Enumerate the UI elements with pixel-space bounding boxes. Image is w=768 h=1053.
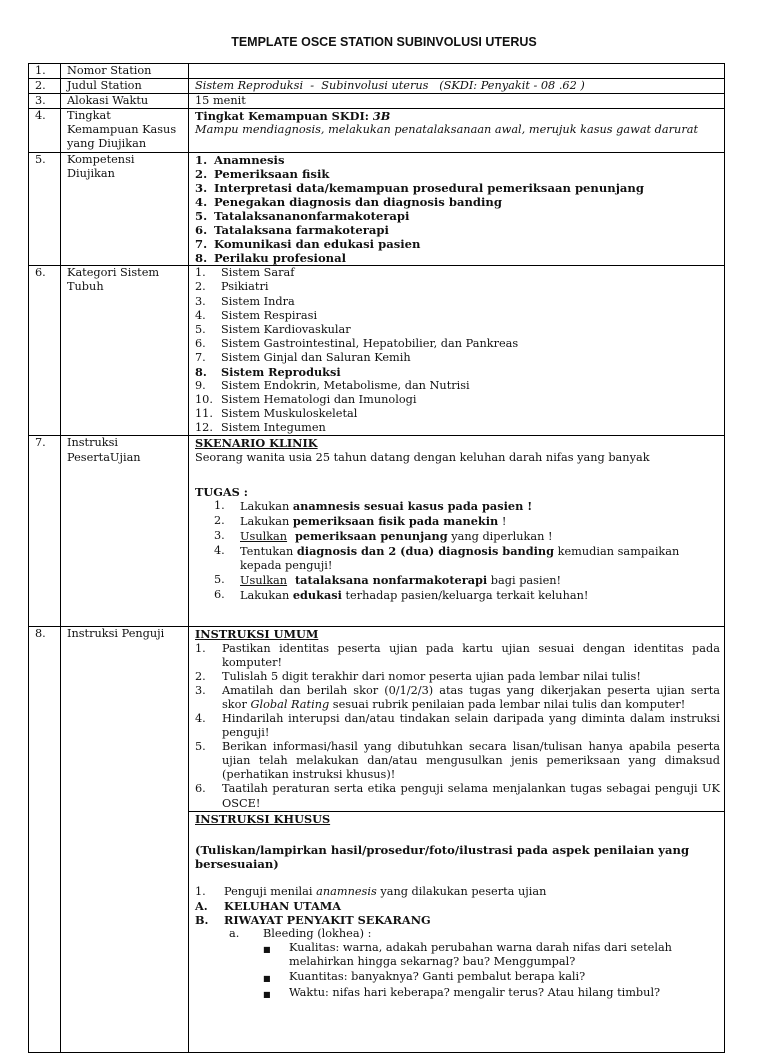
item-text bbox=[240, 573, 720, 588]
list-item bbox=[195, 712, 720, 740]
item-text: Sistem Integumen bbox=[221, 421, 326, 435]
item-text: Sistem Reproduksi bbox=[221, 364, 341, 379]
task-rest: terhadap pasien/keluarga terkait keluhan! bbox=[341, 589, 589, 603]
item-text: Kualitas: warna, adakah perubahan warna darah nifas dari setelah melahirkan hingga sekarnag? bau? Menggumpal? bbox=[289, 941, 672, 969]
item-text: Tatalaksana farmakoterapi bbox=[214, 223, 389, 238]
item-text bbox=[240, 499, 720, 514]
row-number: 5. bbox=[29, 152, 61, 266]
table-row bbox=[29, 79, 725, 94]
item-text bbox=[240, 544, 720, 573]
task-list bbox=[214, 499, 720, 604]
task-focus: pemeriksaan fisik pada manekin bbox=[292, 513, 499, 528]
list-item bbox=[214, 499, 720, 514]
item-number: 1. bbox=[195, 266, 206, 280]
item-number: 5. bbox=[195, 322, 206, 336]
task-verb: Lakukan bbox=[240, 514, 293, 528]
row-label: Kompetensi Diujikan bbox=[61, 152, 189, 266]
item-text bbox=[240, 588, 720, 603]
item-text: Sistem Muskuloskeletal bbox=[221, 407, 358, 421]
list-item: A. KELUHAN UTAMA bbox=[195, 899, 341, 914]
item-text: Sistem Hematologi dan Imunologi bbox=[221, 393, 417, 407]
item-text: Psikiatri bbox=[221, 280, 269, 294]
item-number: 8. bbox=[195, 364, 207, 379]
list-item bbox=[195, 323, 720, 337]
task-focus: pemeriksaan penunjang bbox=[287, 528, 448, 543]
task-header: TUGAS : bbox=[195, 484, 248, 499]
row-value bbox=[189, 109, 725, 152]
item-number: 10. bbox=[195, 393, 213, 407]
row-number: 4. bbox=[29, 109, 61, 152]
row-label: Instruksi PesertaUjian bbox=[61, 436, 189, 627]
list-item: 1. Penguji menilai anamnesis yang dilakukan peserta ujian bbox=[195, 884, 547, 898]
list-item: a. Bleeding (lokhea) : bbox=[229, 927, 372, 941]
task-focus: anamnesis sesuai kasus pada pasien ! bbox=[292, 498, 533, 513]
text-part: sesuai rubrik penilaian pada lembar nilai tulis dan komputer! bbox=[329, 697, 686, 711]
item-number: 3. bbox=[214, 528, 225, 542]
list-item bbox=[195, 393, 720, 407]
item-number: 5. bbox=[214, 573, 225, 587]
item-number: 2. bbox=[195, 166, 208, 181]
row-value: Sistem Reproduksi - Subinvolusi uterus (SKDI: Penyakit - 08 .62 ) bbox=[189, 79, 725, 94]
table-row bbox=[29, 436, 725, 627]
item-text: Waktu: nifas hari keberapa? mengalir terus? Atau hilang timbul? bbox=[289, 985, 661, 999]
task-focus: diagnosis dan 2 (dua) diagnosis banding bbox=[296, 544, 555, 558]
list-item bbox=[195, 153, 720, 167]
item-text: Komunikasi dan edukasi pasien bbox=[214, 237, 421, 252]
item-text: Taatilah peraturan serta etika penguji selama menjalankan tugas sebagai penguji UK OSCE! bbox=[222, 782, 720, 810]
task-rest: yang diperlukan ! bbox=[447, 529, 553, 543]
item-text: Sistem Respirasi bbox=[221, 308, 318, 322]
scenario-text: Seorang wanita usia 25 tahun datang dengan keluhan darah nifas yang banyak bbox=[195, 450, 650, 464]
item-text: Sistem Ginjal dan Saluran Kemih bbox=[221, 350, 411, 364]
task-rest: kemudian sampaikan kepada penguji! bbox=[240, 545, 680, 573]
row-value: 15 menit bbox=[189, 94, 725, 109]
item-text: Tatalaksananonfarmakoterapi bbox=[214, 208, 410, 223]
bullet-square-icon: ■ bbox=[263, 989, 271, 999]
list-item bbox=[214, 529, 720, 544]
item-number: 8. bbox=[195, 251, 208, 266]
item-text: Sistem Kardiovaskular bbox=[221, 322, 351, 336]
table-row bbox=[29, 152, 725, 266]
task-verb: Usulkan bbox=[240, 574, 288, 588]
list-item bbox=[214, 544, 720, 573]
row-value bbox=[189, 64, 725, 79]
item-number: 4. bbox=[195, 194, 208, 209]
item-text: Berikan informasi/hasil yang dibutuhkan secara lisan/tulisan hanya apabila peserta ujian telah melakukan dan/atau mengusulkan jenis pemeriksaan yang dimaksud (perhatikan instruksi khusus)! bbox=[222, 740, 720, 782]
list-item bbox=[195, 251, 720, 265]
item-number: 4. bbox=[195, 308, 206, 322]
list-item bbox=[195, 167, 720, 181]
general-instruction-list bbox=[195, 642, 720, 811]
row-label: Judul Station bbox=[61, 79, 189, 94]
table-row bbox=[29, 109, 725, 152]
item-text: Sistem Saraf bbox=[221, 266, 295, 280]
item-number: 4. bbox=[214, 544, 225, 557]
row-value bbox=[189, 436, 725, 627]
list-item bbox=[195, 782, 720, 810]
skdi-description: Mampu mendiagnosis, melakukan penatalaksanaan awal, merujuk kasus gawat darurat bbox=[195, 123, 699, 137]
task-rest: ! bbox=[498, 514, 507, 528]
list-item bbox=[195, 365, 720, 379]
list-item bbox=[195, 670, 720, 684]
item-text: Penegakan diagnosis dan diagnosis banding bbox=[214, 194, 502, 209]
item-number: 1. bbox=[195, 152, 208, 167]
row-number: 1. bbox=[29, 64, 61, 79]
task-focus: edukasi bbox=[292, 588, 342, 603]
body-system-list bbox=[195, 266, 720, 435]
item-number: 5. bbox=[195, 740, 206, 754]
skdi-level-value: 3B bbox=[372, 109, 391, 124]
item-number: 7. bbox=[195, 237, 208, 252]
row-label: Nomor Station bbox=[61, 64, 189, 79]
item-text: Tulislah 5 digit terakhir dari nomor peserta ujian pada lembar nilai tulis! bbox=[222, 669, 641, 683]
special-instructions bbox=[189, 811, 725, 1052]
list-item bbox=[195, 181, 720, 195]
list-item bbox=[195, 237, 720, 251]
row-value bbox=[189, 266, 725, 436]
item-number: 3. bbox=[195, 180, 208, 195]
row-number: 3. bbox=[29, 94, 61, 109]
special-note: (Tuliskan/lampirkan hasil/prosedur/foto/ilustrasi pada aspek penilaian yang bersesuaian) bbox=[195, 842, 690, 871]
item-number: 3. bbox=[195, 294, 206, 308]
item-text: Perilaku profesional bbox=[214, 251, 347, 266]
row-label: Tingkat Kemampuan Kasus yang Diujikan bbox=[61, 109, 189, 152]
list-item bbox=[195, 266, 720, 280]
item-number: 9. bbox=[195, 379, 206, 393]
list-item bbox=[195, 209, 720, 223]
text-part: Amatilah dan berilah skor (0/1/2/3) atas tugas yang dikerjakan peserta ujian serta skor bbox=[222, 683, 720, 711]
text-italic: Global Rating bbox=[250, 697, 330, 711]
skdi-level-label: Tingkat Kemampuan SKDI: bbox=[195, 109, 373, 124]
osce-table bbox=[28, 63, 725, 1053]
item-text: Interpretasi data/kemampuan prosedural pemeriksaan penunjang bbox=[214, 180, 644, 195]
item-text: Hindarilah interupsi dan/atau tindakan selain daripada yang diminta dalam instruksi penguji! bbox=[222, 712, 720, 740]
list-item bbox=[263, 941, 720, 969]
list-item bbox=[263, 970, 720, 986]
item-number: 7. bbox=[195, 350, 206, 364]
list-item bbox=[195, 740, 720, 782]
list-item bbox=[195, 684, 720, 712]
list-item bbox=[214, 514, 720, 529]
item-text: Anamnesis bbox=[214, 152, 285, 167]
item-text: Sistem Indra bbox=[221, 294, 295, 308]
item-number: 11. bbox=[195, 407, 213, 421]
list-item bbox=[195, 280, 720, 294]
list-item bbox=[195, 379, 720, 393]
document-title: TEMPLATE OSCE STATION SUBINVOLUSI UTERUS bbox=[231, 35, 537, 49]
item-number: 1. bbox=[195, 641, 206, 655]
item-number: 1. bbox=[214, 498, 225, 512]
row-number: 7. bbox=[29, 436, 61, 627]
item-number: 6. bbox=[195, 336, 206, 350]
row-value bbox=[189, 152, 725, 266]
list-item bbox=[195, 351, 720, 365]
list-item bbox=[195, 337, 720, 351]
list-item bbox=[195, 223, 720, 237]
item-text: Sistem Endokrin, Metabolisme, dan Nutrisi bbox=[221, 379, 470, 393]
row-label: Alokasi Waktu bbox=[61, 94, 189, 109]
row-number: 6. bbox=[29, 266, 61, 436]
item-text bbox=[222, 684, 720, 712]
list-item bbox=[214, 588, 720, 603]
list-item bbox=[214, 573, 720, 588]
item-text bbox=[240, 529, 720, 544]
item-text: Sistem Gastrointestinal, Hepatobilier, dan Pankreas bbox=[221, 336, 519, 350]
general-instructions bbox=[189, 627, 725, 811]
item-number: 2. bbox=[195, 280, 206, 294]
item-number: 12. bbox=[195, 421, 213, 435]
item-number: 2. bbox=[214, 513, 225, 527]
list-item bbox=[195, 309, 720, 323]
bullet-square-icon: ■ bbox=[263, 973, 271, 983]
item-number: 6. bbox=[195, 223, 208, 238]
table-row bbox=[29, 64, 725, 79]
row-number: 8. bbox=[29, 627, 61, 1052]
table-row bbox=[29, 266, 725, 436]
item-number: 3. bbox=[195, 683, 206, 697]
row-label: Kategori Sistem Tubuh bbox=[61, 266, 189, 436]
list-item: B. RIWAYAT PENYAKIT SEKARANG bbox=[195, 913, 431, 928]
task-verb: Usulkan bbox=[240, 529, 288, 543]
bullet-square-icon: ■ bbox=[263, 945, 271, 955]
scenario-header: SKENARIO KLINIK bbox=[195, 436, 318, 451]
general-header: INSTRUKSI UMUM bbox=[195, 627, 319, 642]
task-verb: Lakukan bbox=[240, 499, 293, 513]
item-number: 2. bbox=[195, 669, 206, 683]
item-text: Kuantitas: banyaknya? Ganti pembalut berapa kali? bbox=[289, 969, 586, 983]
special-header: INSTRUKSI KHUSUS bbox=[195, 811, 331, 826]
item-number: 6. bbox=[214, 588, 225, 602]
task-verb: Tentukan bbox=[240, 545, 297, 558]
table-row bbox=[29, 627, 725, 811]
task-rest: bagi pasien! bbox=[487, 574, 562, 588]
list-item bbox=[263, 986, 720, 1002]
row-label: Instruksi Penguji bbox=[61, 627, 189, 1052]
list-item bbox=[195, 407, 720, 421]
item-text bbox=[240, 514, 720, 529]
item-number: 6. bbox=[195, 782, 206, 796]
list-item bbox=[195, 195, 720, 209]
special-list bbox=[195, 885, 720, 927]
bullet-list bbox=[263, 941, 720, 1001]
item-text: Pemeriksaan fisik bbox=[214, 166, 330, 181]
sub-list bbox=[229, 927, 720, 941]
item-text: Pastikan identitas peserta ujian pada kartu ujian sesuai dengan identitas pada komputer! bbox=[222, 641, 720, 669]
row-number: 2. bbox=[29, 79, 61, 94]
task-focus: tatalaksana nonfarmakoterapi bbox=[287, 573, 488, 588]
list-item bbox=[195, 295, 720, 309]
list-item bbox=[195, 642, 720, 670]
item-number: 4. bbox=[195, 712, 206, 725]
list-item bbox=[195, 421, 720, 435]
item-number: 5. bbox=[195, 208, 208, 223]
table-row bbox=[29, 94, 725, 109]
competency-list bbox=[195, 153, 720, 266]
task-verb: Lakukan bbox=[240, 589, 293, 603]
